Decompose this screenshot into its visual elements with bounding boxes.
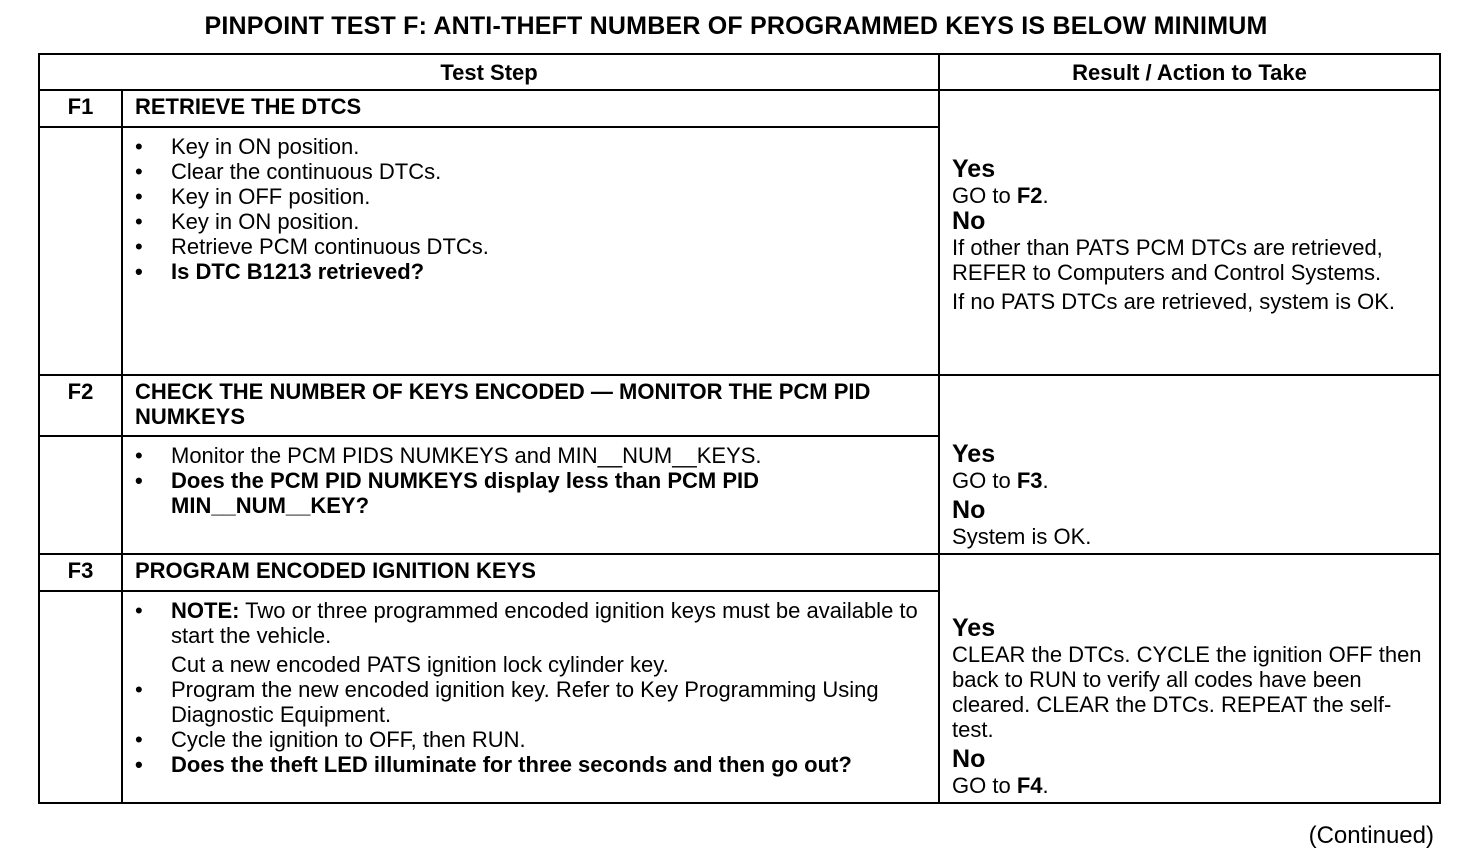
yes-action: GO to F3. <box>952 468 1049 493</box>
step-id: F3 <box>39 554 122 591</box>
continued-label: (Continued) <box>1308 822 1434 849</box>
no-action-2: If no PATS DTCs are retrieved, system is OK. <box>952 288 1395 314</box>
list-item-question: • Is DTC B1213 retrieved? <box>135 259 926 284</box>
list-item: • Cycle the ignition to OFF, then RUN. <box>135 727 926 752</box>
pinpoint-test-table <box>38 53 1441 804</box>
list-item: • Monitor the PCM PIDS NUMKEYS and MIN__NUM__KEYS. <box>135 443 926 468</box>
list-item-continuation: Cut a new encoded PATS ignition lock cylinder key. <box>171 652 669 677</box>
list-item-question: • Does the PCM PID NUMKEYS display less than PCM PID MIN__NUM__KEY? <box>135 468 926 518</box>
list-item: • Program the new encoded ignition key. Refer to Key Programming Using Diagnostic Equipment. <box>135 677 926 727</box>
step-f1-heading-row <box>39 90 1440 127</box>
step-body <box>122 436 939 554</box>
list-item: • Key in OFF position. <box>135 184 926 209</box>
step-body <box>122 127 939 375</box>
page-title: PINPOINT TEST F: ANTI-THEFT NUMBER OF PROGRAMMED KEYS IS BELOW MINIMUM <box>204 12 1268 40</box>
step-id: F2 <box>39 375 122 436</box>
header-test-step: Test Step <box>39 54 939 90</box>
note-label: NOTE: <box>171 598 240 623</box>
step-id: F1 <box>39 90 122 127</box>
step-heading: PROGRAM ENCODED IGNITION KEYS <box>122 554 939 591</box>
list-item: • Retrieve PCM continuous DTCs. <box>135 234 926 259</box>
yes-action: GO to F2. <box>952 182 1049 208</box>
step-body <box>122 591 939 803</box>
step-f3-heading-row <box>39 554 1440 591</box>
no-action: GO to F4. <box>952 773 1049 798</box>
list-item-question: • Does the theft LED illuminate for three seconds and then go out? <box>135 752 926 777</box>
yes-label: Yes <box>952 440 996 468</box>
list-item: • Key in ON position. <box>135 209 926 234</box>
yes-label: Yes <box>952 614 996 642</box>
step-f3-result <box>939 554 1440 803</box>
no-action: System is OK. <box>952 524 1092 549</box>
note-text: Two or three programmed encoded ignition keys must be available to start the vehicle. <box>171 598 918 648</box>
no-label: No <box>952 206 986 235</box>
list-item: • Clear the continuous DTCs. <box>135 159 926 184</box>
table-header-row <box>39 54 1440 90</box>
header-result: Result / Action to Take <box>939 54 1440 90</box>
step-heading: RETRIEVE THE DTCS <box>122 90 939 127</box>
no-label: No <box>952 496 986 524</box>
list-item: • Key in ON position. <box>135 134 926 159</box>
list-item-note <box>135 598 926 648</box>
step-f2-result <box>939 375 1440 554</box>
step-heading: CHECK THE NUMBER OF KEYS ENCODED — MONITOR THE PCM PID NUMKEYS <box>122 375 939 436</box>
step-f1-result <box>939 90 1440 375</box>
step-f2-heading-row <box>39 375 1440 436</box>
no-label: No <box>952 745 986 773</box>
no-action: If other than PATS PCM DTCs are retrieved, REFER to Computers and Control Systems. <box>952 234 1383 285</box>
yes-label: Yes <box>952 154 996 183</box>
yes-action: CLEAR the DTCs. CYCLE the ignition OFF then back to RUN to verify all codes have been cleared. CLEAR the DTCs. REPEAT the self-test. <box>952 642 1422 742</box>
